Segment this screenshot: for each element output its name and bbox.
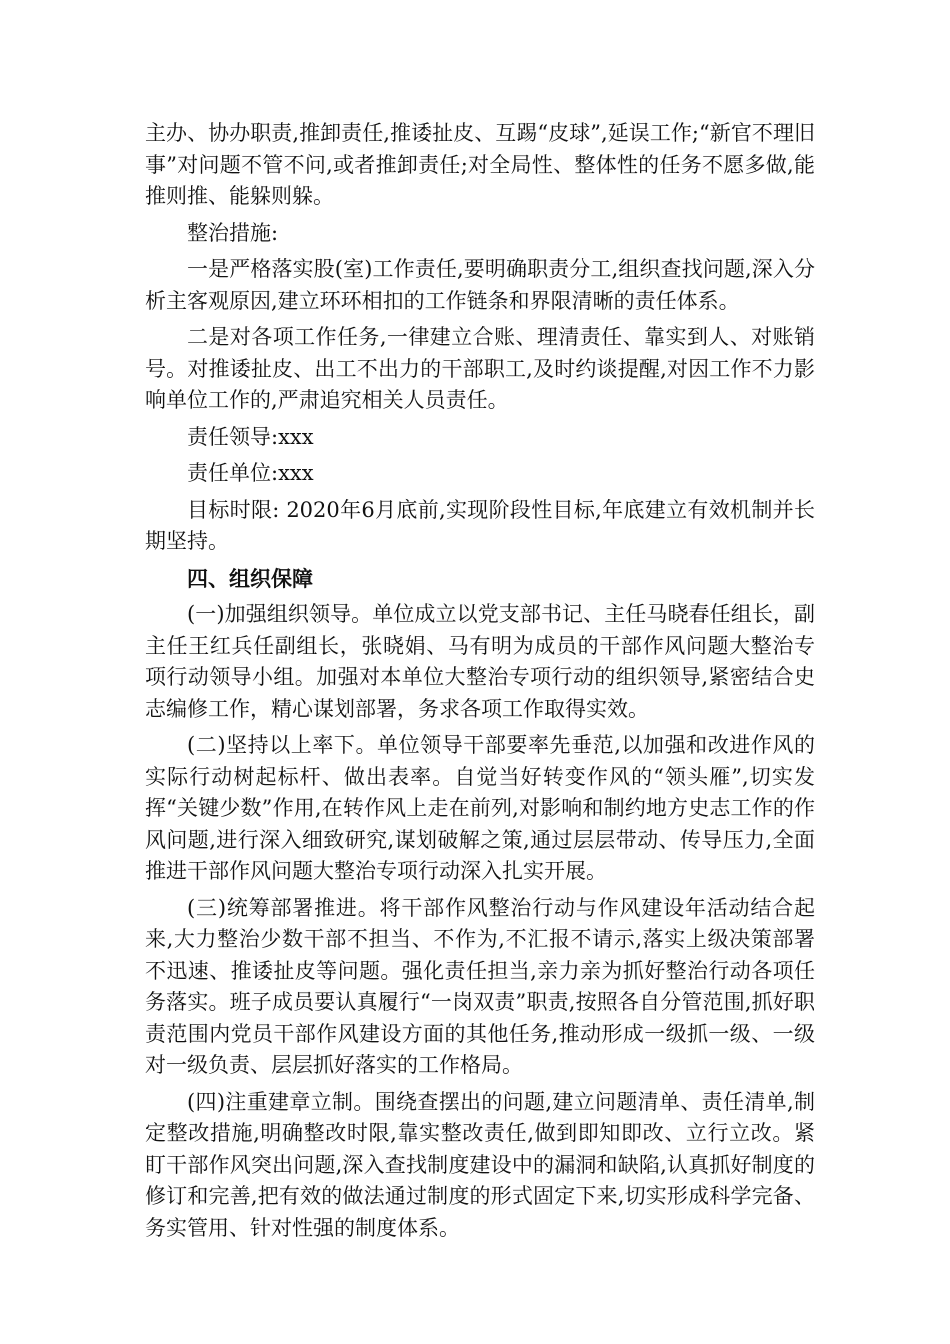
paragraph-target-deadline: 目标时限: 2020年6月底前,实现阶段性目标,年底建立有效机制并长期坚持。: [145, 497, 815, 553]
paragraph-leadership: (一)加强组织领导。单位成立以党支部书记、主任马晓春任组长，副主任王红兵任副组长，张晓娟、马有明为成员的干部作风问题大整治专项行动领导小组。加强对本单位大整治专项行动的组织领导,紧密结合史志编修工作，精心谋划部署，务求各项工作取得实效。: [145, 602, 815, 721]
paragraph-measure-two: 二是对各项工作任务,一律建立合账、理清责任、靠实到人、对账销号。对推诿扯皮、出工不出力的干部职工,及时约谈提醒,对因工作不力影响单位工作的,严肃追究相关人员责任。: [145, 325, 815, 412]
paragraph-measure-one: 一是严格落实股(室)工作责任,要明确职责分工,组织查找问题,深入分析主客观原因,建立环环相扣的工作链条和界限清晰的责任体系。: [145, 257, 815, 313]
paragraph-responsible-unit: 责任单位:xxx: [187, 461, 314, 485]
document-body: [145, 118, 815, 1249]
paragraph-responsible-leader: 责任领导:xxx: [187, 424, 314, 449]
paragraph-coordination: (三)统筹部署推进。将干部作风整治行动与作风建设年活动结合起来,大力整治少数干部不担当、不作为,不汇报不请示,落实上级决策部署不迅速、推诿扯皮等问题。强化责任担当,亲力亲为抓好整治行动各项任务落实。班子成员要认真履行“一岗双责”职责,按照各自分管范围,抓好职责范围内党员干部作风建设方面的其他任务,推动形成一级抓一级、一级对一级负责、层层抓好落实的工作格局。: [145, 895, 815, 1077]
paragraph-measures-label: 整治措施:: [187, 220, 279, 245]
paragraph-institution-building: (四)注重建章立制。围绕查摆出的问题,建立问题清单、责任清单,制定整改措施,明确整改时限,靠实整改责任,做到即知即改、立行立改。紧盯干部作风突出问题,深入查找制度建设中的漏洞和缺陷,认真抓好制度的修订和完善,把有效的做法通过制度的形式固定下来,切实形成科学完备、务实管用、针对性强的制度体系。: [145, 1089, 815, 1240]
section-heading-organization: 四、组织保障: [187, 565, 313, 591]
paragraph-duty-issues: 主办、协办职责,推卸责任,推诿扯皮、互踢“皮球”,延误工作;“新官不理旧事”对问题不管不问,或者推卸责任;对全局性、整体性的任务不愿多做,能推则推、能躲则躲。: [145, 121, 815, 208]
paragraph-lead-by-example: (二)坚持以上率下。单位领导干部要率先垂范,以加强和改进作风的实际行动树起标杆、做出表率。自觉当好转变作风的“领头雁”,切实发挥“关键少数”作用,在转作风上走在前列,对影响和制约地方史志工作的作风问题,进行深入细致研究,谋划破解之策,通过层层带动、传导压力,全面推进干部作风问题大整治专项行动深入扎实开展。: [145, 733, 815, 883]
